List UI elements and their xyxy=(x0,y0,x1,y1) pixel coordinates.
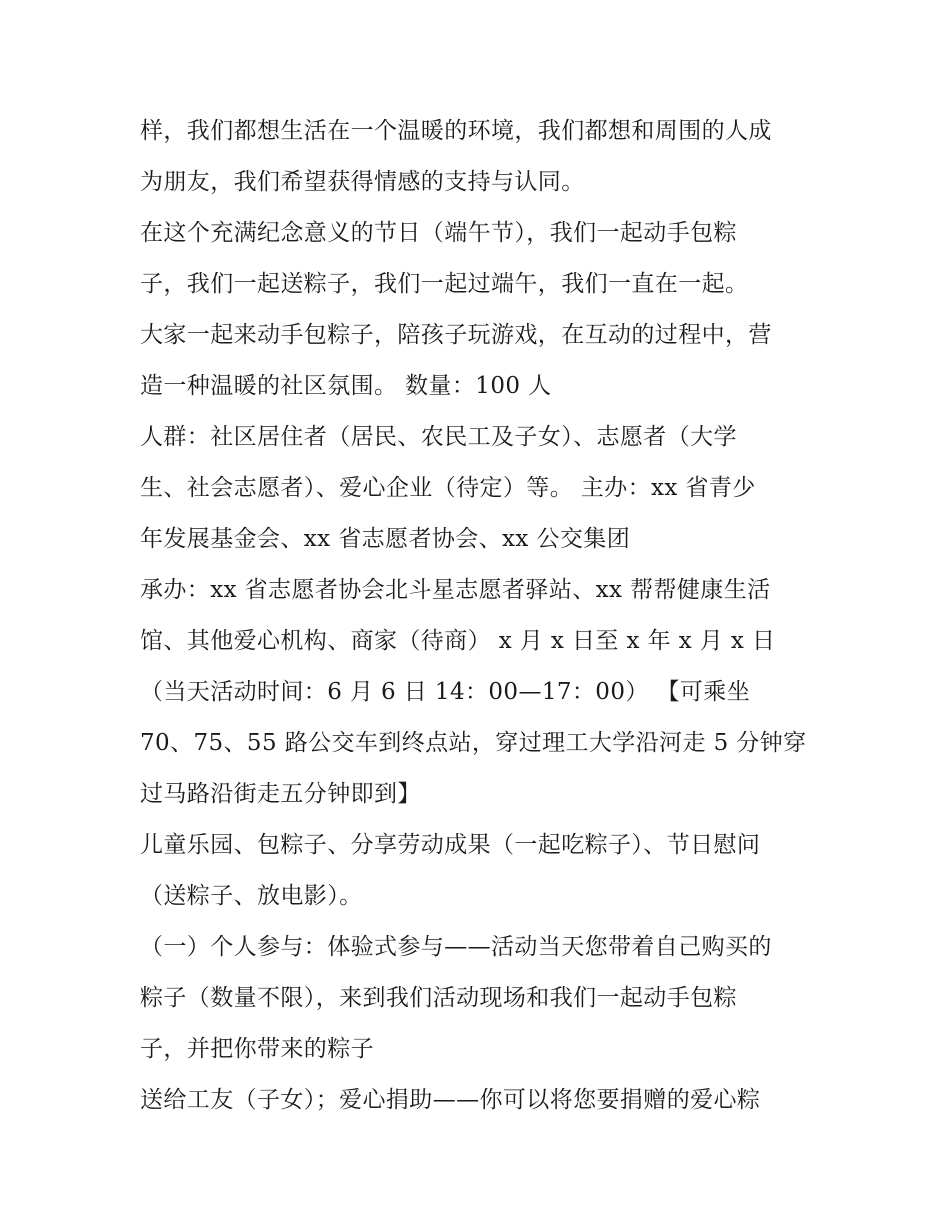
text-line: 承办：xx 省志愿者协会北斗星志愿者驿站、xx 帮帮健康生活 xyxy=(140,577,771,603)
text-line: 样，我们都想生活在一个温暖的环境，我们都想和周围的人成 xyxy=(140,118,772,144)
text-line: 儿童乐园、包粽子、分享劳动成果（一起吃粽子）、节日慰问 xyxy=(140,832,761,858)
text-line: 造一种温暖的社区氛围。 数量：100 人 xyxy=(140,373,552,399)
text-line: 年发展基金会、xx 省志愿者协会、xx 公交集团 xyxy=(140,526,631,552)
text-line: 生、社会志愿者）、爱心企业（待定）等。 主办：xx 省青少 xyxy=(140,475,756,501)
body-text xyxy=(140,106,840,1126)
text-line: 为朋友，我们希望获得情感的支持与认同。 xyxy=(140,169,585,195)
text-line: （当天活动时间：6 月 6 日 14：00—17：00） 【可乘坐 xyxy=(140,679,751,705)
text-line: 馆、其他爱心机构、商家（待商） x 月 x 日至 x 年 x 月 x 日 xyxy=(140,628,776,654)
text-line: 大家一起来动手包粽子，陪孩子玩游戏，在互动的过程中，营 xyxy=(140,322,772,348)
text-line: 子，并把你带来的粽子 xyxy=(140,1036,374,1062)
text-line: 送给工友（子女）；爱心捐助——你可以将您要捐赠的爱心粽 xyxy=(140,1087,761,1113)
text-line: 在这个充满纪念意义的节日（端午节），我们一起动手包粽 xyxy=(140,220,737,246)
text-line: 粽子（数量不限），来到我们活动现场和我们一起动手包粽 xyxy=(140,985,737,1011)
text-line: 人群：社区居住者（居民、农民工及子女）、志愿者（大学 xyxy=(140,424,737,450)
text-line: （送粽子、放电影）。 xyxy=(140,883,363,909)
text-line: 70、75、55 路公交车到终点站，穿过理工大学沿河走 5 分钟穿 xyxy=(140,730,807,756)
text-line: 子，我们一起送粽子，我们一起过端午，我们一直在一起。 xyxy=(140,271,749,297)
text-line: （一）个人参与：体验式参与——活动当天您带着自己购买的 xyxy=(140,934,772,960)
text-line: 过马路沿街走五分钟即到】 xyxy=(140,781,421,807)
